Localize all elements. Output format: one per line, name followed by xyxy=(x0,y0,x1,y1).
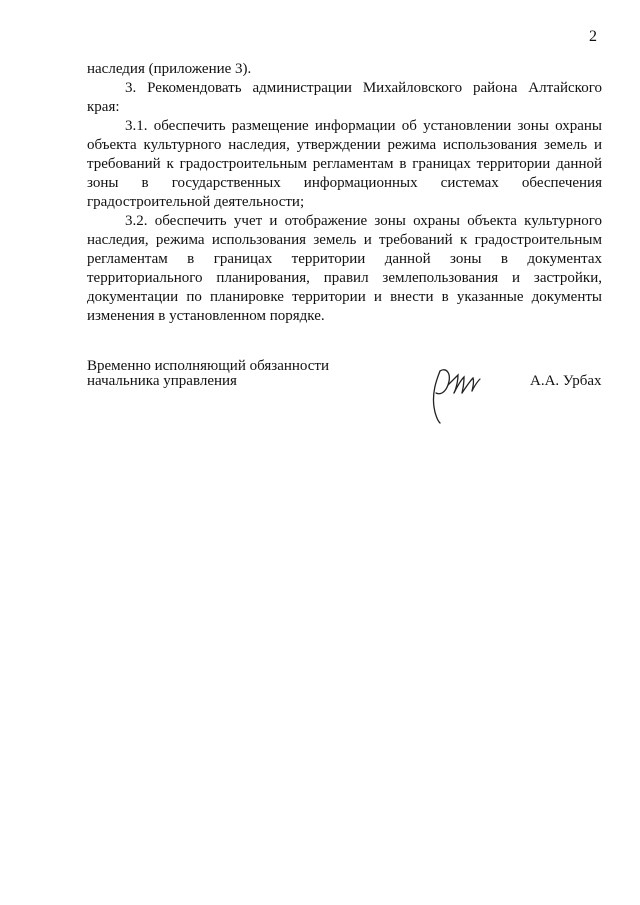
signatory-title xyxy=(87,359,329,389)
signatory-title-line-1: Временно исполняющий обязанности xyxy=(87,358,330,374)
document-body xyxy=(87,60,602,326)
signatory-name: А.А. Урбах xyxy=(530,373,602,389)
handwritten-signature xyxy=(418,363,498,425)
paragraph-item-3-1: 3.1. обеспечить размещение информации об установлении зоны охраны объекта культурного наследия, утверждении режима использования земель и требований к градостроительным регламентам в границах территории данной зоны в государственных информационных системах обеспечения градостроительной деятельности; xyxy=(87,118,602,210)
signatory-title-line-2: начальника управления xyxy=(87,373,237,389)
paragraph-item-3-2: 3.2. обеспечить учет и отображение зоны охраны объекта культурного наследия, режима использования земель и требований к градостроительным регламентам в границах территории данной зоны в документах территориального планирования, правил землепользования и застройки, документации по планировке территории и внести в указанные документы изменения в установленном порядке. xyxy=(87,213,602,324)
signature-block xyxy=(87,359,607,429)
paragraph-item-3: 3. Рекомендовать администрации Михайловского района Алтайского края: xyxy=(87,80,602,115)
paragraph-continuation: наследия (приложение 3). xyxy=(87,61,252,77)
page-number: 2 xyxy=(589,28,597,45)
